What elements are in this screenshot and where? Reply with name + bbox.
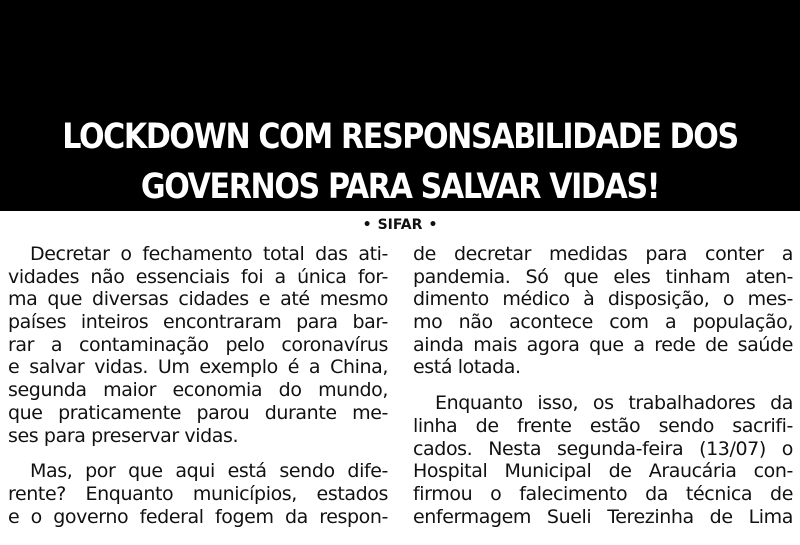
paragraph: [413, 243, 793, 379]
text-line: pandemia. Só que eles tinham aten-: [413, 265, 793, 288]
byline-bullet-left: •: [362, 217, 372, 233]
text-line: Hospital Municipal de Araucária con-: [413, 460, 793, 483]
text-line: enfermagem Sueli Terezinha de Lima: [413, 505, 793, 528]
article-column-left: [8, 243, 388, 528]
paragraph: [413, 392, 793, 528]
paragraph: [8, 460, 388, 528]
text-line: mo não acontece com a população,: [413, 311, 793, 334]
text-line: linha de frente estão sendo sacrifi-: [413, 414, 793, 437]
text-line: que praticamente parou durante me-: [8, 401, 388, 424]
text-line: firmou o falecimento da técnica de: [413, 482, 793, 505]
paragraph-spacer: [8, 447, 388, 460]
text-line: Enquanto isso, os trabalhadores da: [435, 392, 793, 415]
article-headline: [56, 112, 744, 212]
article-column-right: [413, 243, 793, 528]
text-line: ma que diversas cidades e até mesmo: [8, 288, 388, 311]
text-line: países inteiros encontraram para bar-: [8, 311, 388, 334]
text-line: ses para preservar vidas.: [8, 424, 239, 447]
byline: [0, 213, 800, 237]
text-line: rar a contaminação pelo coronavírus: [8, 333, 388, 356]
paragraph-spacer: [413, 379, 793, 392]
byline-bullet-right: •: [428, 217, 438, 233]
headline-line-2: GOVERNOS PARA SALVAR VIDAS!: [140, 167, 660, 207]
text-line: vidades não essenciais foi a única for-: [8, 265, 388, 288]
text-line: está lotada.: [413, 356, 521, 379]
text-line: Mas, por que aqui está sendo dife-: [30, 460, 388, 483]
text-line: dimento médico à disposição, o mes-: [413, 288, 793, 311]
paragraph: [8, 243, 388, 447]
text-line: rente? Enquanto municípios, estados: [8, 482, 388, 505]
byline-author: SIFAR: [377, 217, 423, 233]
text-line: e salvar vidas. Um exemplo é a China,: [8, 356, 388, 379]
text-line: ainda mais agora que a rede de saúde: [413, 333, 793, 356]
text-line: cados. Nesta segunda-feira (13/07) o: [413, 437, 793, 460]
headline-banner: [0, 0, 800, 211]
text-line: de decretar medidas para conter a: [413, 243, 793, 265]
text-line: Decretar o fechamento total das ati-: [30, 243, 388, 265]
text-line: segunda maior economia do mundo,: [8, 379, 388, 402]
headline-line-1: LOCKDOWN COM RESPONSABILIDADE DOS: [62, 117, 738, 157]
text-line: e o governo federal fogem da respon-: [8, 505, 388, 528]
